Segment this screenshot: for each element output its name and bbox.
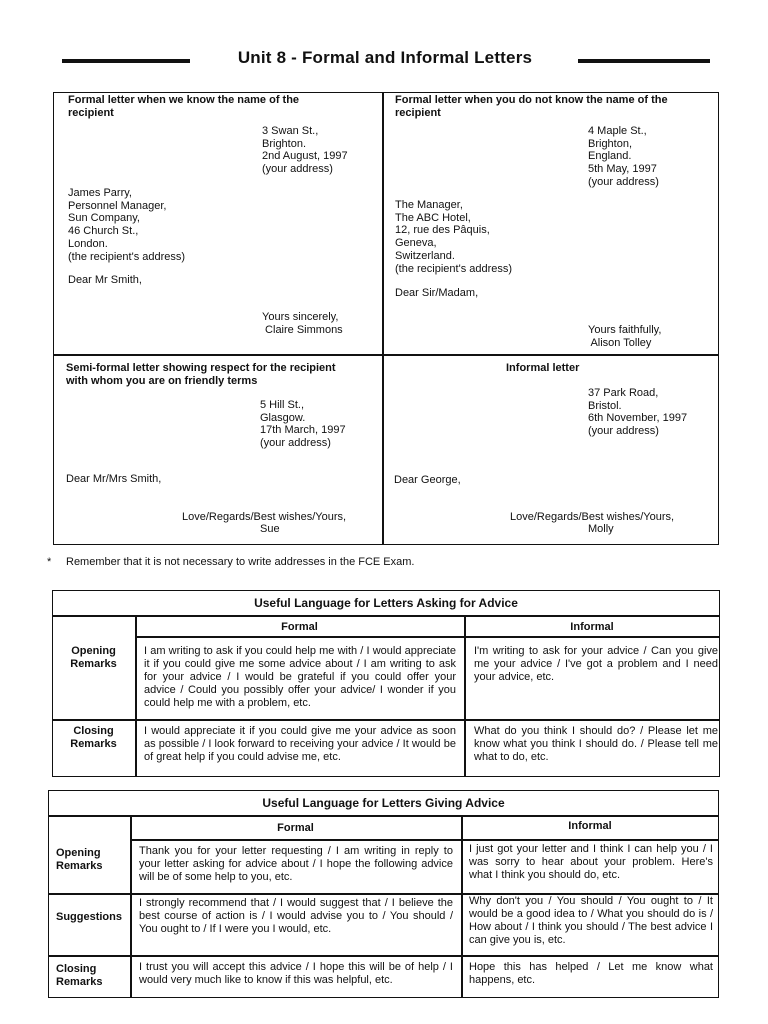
asking-row-label: Closing Remarks <box>70 725 117 750</box>
formal-unknown-recipient: The Manager, The ABC Hotel, 12, rue des Pâquis, Geneva, Switzerland. (the recipient's address) <box>395 199 513 275</box>
semi-formal-closing: Love/Regards/Best wishes/Yours, <box>182 511 347 523</box>
asking-col-line-1 <box>135 615 137 777</box>
informal-greeting: Dear George, <box>394 474 461 486</box>
letters-grid-divider-h <box>53 354 719 356</box>
asking-col-formal: Formal <box>281 621 318 633</box>
asking-row-label: Opening Remarks <box>70 645 117 670</box>
formal-unknown-closing: Yours faithfully, Alison Tolley <box>588 324 662 349</box>
giving-col-line-1 <box>130 815 132 998</box>
giving-cell-informal: Hope this has helped / Let me know what happens, etc. <box>469 961 713 986</box>
title-rule-right <box>578 59 710 63</box>
title-rule-left <box>62 59 190 63</box>
formal-known-closing: Yours sincerely, Claire Simmons <box>262 311 343 336</box>
giving-cell-formal: Thank you for your letter requesting / I am writing in reply to your letter asking for advice about / I hope the following advice will be of some help to you, etc. <box>139 845 453 883</box>
giving-title-line <box>48 815 719 817</box>
informal-signature: Molly <box>588 523 614 535</box>
formal-known-address: 3 Swan St., Brighton. 2nd August, 1997 (your address) <box>262 125 348 176</box>
asking-header-line <box>135 636 720 638</box>
asking-cell-informal: What do you think I should do? / Please let me know what you think I should do. / Please tell me what to do, etc. <box>474 725 718 763</box>
asking-cell-formal: I would appreciate it if you could give me your advice as soon as possible / I look forward to receiving your advice / It would be of great help if you could advise me, etc. <box>144 725 456 763</box>
asking-col-line-2 <box>464 615 466 777</box>
giving-row-label: Opening Remarks <box>56 847 103 872</box>
semi-formal-heading: Semi-formal letter showing respect for the recipient with whom you are on friendly terms <box>66 362 336 387</box>
note-marker: * <box>47 556 52 568</box>
asking-cell-formal: I am writing to ask if you could help me with / I would appreciate it if you could give me some advice about / I am writing to ask for your advice / I would be grateful if you could offer your advice / Could you possibly offer your advice/ I wonder if you could help me with a problem, etc. <box>144 645 456 709</box>
semi-formal-signature: Sue <box>260 523 280 535</box>
asking-title-line <box>52 615 720 617</box>
giving-cell-informal: Why don't you / You should / You ought to / It would be a good idea to / What you should do is / How about / I think you should / The best advice I can give you is, etc. <box>469 895 713 946</box>
giving-col-informal: Informal <box>568 820 612 832</box>
informal-heading: Informal letter <box>506 362 580 374</box>
giving-row-label: Suggestions <box>55 911 122 923</box>
informal-closing: Love/Regards/Best wishes/Yours, <box>510 511 675 523</box>
asking-row-line <box>52 719 720 721</box>
giving-col-line-2 <box>461 815 463 998</box>
giving-header-line <box>130 839 719 841</box>
asking-col-informal: Informal <box>570 621 614 633</box>
formal-known-greeting: Dear Mr Smith, <box>68 274 142 286</box>
formal-unknown-greeting: Dear Sir/Madam, <box>395 287 479 299</box>
page-title: Unit 8 - Formal and Informal Letters <box>237 48 533 67</box>
giving-table-title: Useful Language for Letters Giving Advice <box>262 796 505 810</box>
formal-unknown-address: 4 Maple St., Brighton, England. 5th May, 1997 (your address) <box>588 125 659 188</box>
semi-formal-greeting: Dear Mr/Mrs Smith, <box>66 473 162 485</box>
giving-col-formal: Formal <box>277 822 314 834</box>
asking-cell-informal: I'm writing to ask for your advice / Can you give me your advice / I've got a problem and I need your advice, etc. <box>474 645 718 683</box>
giving-cell-formal: I strongly recommend that / I would suggest that / I believe the best course of action is / I would advise you to / You should / You ought to / If I were you I would, etc. <box>139 897 453 935</box>
letters-grid-divider-v <box>382 92 384 545</box>
giving-row-line-2 <box>48 955 719 957</box>
formal-known-heading: Formal letter when we know the name of the recipient <box>68 94 300 119</box>
giving-row-label: Closing Remarks <box>56 963 103 988</box>
giving-cell-formal: I trust you will accept this advice / I hope this will be of help / I would very much like to know if this was helpful, etc. <box>139 961 453 986</box>
formal-known-recipient: James Parry, Personnel Manager, Sun Company, 46 Church St., London. (the recipient's address) <box>68 187 186 263</box>
informal-address: 37 Park Road, Bristol. 6th November, 1997 (your address) <box>588 387 688 438</box>
asking-table-title: Useful Language for Letters Asking for Advice <box>254 596 518 610</box>
giving-cell-informal: I just got your letter and I think I can help you / I was sorry to hear about your problem. Here's what I think you should do, etc. <box>469 843 713 881</box>
semi-formal-address: 5 Hill St., Glasgow. 17th March, 1997 (your address) <box>260 399 346 450</box>
note-text: Remember that it is not necessary to write addresses in the FCE Exam. <box>66 556 415 568</box>
formal-unknown-heading: Formal letter when you do not know the name of the recipient <box>395 94 668 119</box>
